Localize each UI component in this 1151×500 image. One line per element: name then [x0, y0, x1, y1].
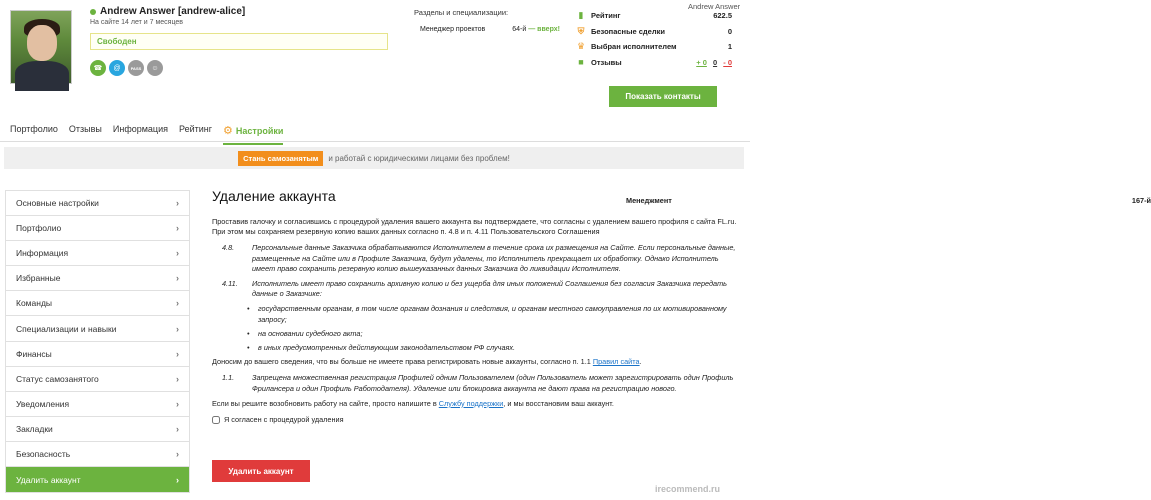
promo-text: и работай с юридическими лицами без проблем! [328, 153, 510, 163]
sidebar-item-favorites[interactable]: Избранные › [6, 266, 189, 291]
chevron-right-icon: › [176, 373, 179, 384]
email-icon[interactable]: @ [109, 60, 125, 76]
tab-rating[interactable]: Рейтинг [178, 124, 213, 134]
list-item: • государственным органам, в том числе органам дознания и следствия, и органам местного самоуправления по их мотивированному запросу; [252, 304, 737, 324]
chevron-right-icon: › [176, 298, 179, 309]
tab-info[interactable]: Информация [112, 124, 168, 134]
tab-reviews[interactable]: Отзывы [68, 124, 102, 134]
tabs-divider [0, 141, 750, 142]
chevron-right-icon: › [176, 323, 179, 334]
chevron-right-icon: › [176, 248, 179, 259]
trophy-icon: ♛ [576, 41, 586, 52]
chevron-right-icon: › [176, 423, 179, 434]
speech-bubble-icon: ■ [578, 57, 584, 68]
sidebar-item-portfolio[interactable]: Портфолио › [6, 216, 189, 241]
list-item: • на основании судебного акта; [252, 329, 737, 339]
chevron-right-icon: › [176, 448, 179, 459]
support-notice: Если вы решите возобновить работу на сайте, просто напишите в Службу поддержки, и мы восстановим ваш аккаунт. [212, 398, 614, 408]
sidebar-item-delete-account[interactable]: Удалить аккаунт › [6, 467, 189, 492]
clause-1-1: 1.1. Запрещена множественная регистрация Профилей одним Пользователем (один Пользователь может зарегистрировать один Профиль Фрилансера и один Профиль Работодателя). Удаление или блокировка аккаунта не дают права на регистрацию нового. [222, 373, 734, 393]
sidebar-item-basic[interactable]: Основные настройки › [6, 191, 189, 216]
sidebar-item-notifications[interactable]: Уведомления › [6, 392, 189, 417]
settings-sidebar [5, 190, 190, 493]
avatar [10, 10, 72, 84]
stat-chosen: ♛ Выбран исполнителем 1 [576, 41, 732, 52]
spec-name: Менеджмент [626, 196, 672, 205]
clause-4-11-list [212, 304, 737, 353]
watermark-bottom: irecommend.ru [655, 484, 721, 494]
sidebar-item-finance[interactable]: Финансы › [6, 342, 189, 367]
users-icon[interactable]: ☺ [147, 60, 163, 76]
phone-icon[interactable]: ☎ [90, 60, 106, 76]
chevron-right-icon: › [176, 348, 179, 359]
chevron-right-icon: › [176, 474, 179, 485]
gear-icon: ⚙ [223, 125, 233, 137]
pass-icon[interactable]: PASS [128, 60, 144, 76]
spec-rank: 167-й [1131, 196, 1151, 205]
user-name: Andrew Answer [andrew-alice] [100, 6, 246, 17]
sidebar-item-specializations[interactable]: Специализации и навыки › [6, 316, 189, 341]
consent-row[interactable] [212, 415, 737, 425]
reviews-neutral[interactable]: 0 [712, 57, 718, 67]
delete-account-section [212, 188, 737, 425]
status-field[interactable]: Свободен [90, 33, 388, 50]
reviews-negative[interactable]: - 0 [723, 57, 732, 67]
stat-rating: ▮ Рейтинг 622.5 [575, 8, 732, 24]
page-title: Удаление аккаунта [212, 188, 336, 204]
site-rules-link[interactable]: Правил сайта [592, 357, 640, 367]
clause-4-11: 4.11. Исполнитель имеет право сохранить архивную копию и без ущерба для иных положений Соглашения без согласия Заказчика передать данные о Заказчике: [222, 279, 728, 299]
contact-icons [90, 60, 163, 76]
clause-4-8: 4.8. Персональные данные Заказчика обрабатываются Исполнителем в течение срока их размещения на Сайте. Если персональные данные, размещенные на Сайте или в Профиле Заказчика, будут удалены, то Исполнитель прекращает их обработку. Однако Исполнитель имеет право сохранить резервную копию вышеуказанных данных Заказчика до ликвидации Исполнителя. [222, 243, 736, 273]
show-contacts-button[interactable]: Показать контакты [609, 86, 717, 107]
sidebar-item-info[interactable]: Информация › [6, 241, 189, 266]
shield-icon: ⛨ [577, 25, 585, 36]
chevron-right-icon: › [176, 198, 179, 209]
stat-safe-deals: ⛨ Безопасные сделки 0 [575, 24, 732, 40]
tab-portfolio[interactable]: Портфолио [10, 124, 58, 134]
sidebar-item-teams[interactable]: Команды › [6, 291, 189, 316]
spec-name: Менеджер проектов [420, 26, 486, 33]
chevron-right-icon: › [176, 398, 179, 409]
promo-banner [4, 147, 744, 169]
tab-settings-label: Настройки [235, 125, 284, 136]
spec-delta: вверх! [537, 26, 560, 33]
consent-label: Я согласен с процедурой удаления [224, 415, 344, 425]
consent-checkbox[interactable] [212, 416, 220, 424]
watermark-top: Andrew Answer [688, 2, 741, 11]
sidebar-item-self-employed[interactable]: Статус самозанятого › [6, 367, 189, 392]
support-link[interactable]: Службу поддержки [438, 398, 504, 408]
list-item: • в иных предусмотренных действующим законодательством РФ случаях. [252, 343, 737, 353]
spec-row: Менеджер проектов 64-й — вверх! [414, 26, 560, 33]
delete-account-button[interactable]: Удалить аккаунт [212, 460, 310, 482]
intro-text: Проставив галочку и согласившись с процедурой удаления вашего аккаунта вы подтверждаете, что согласны с удалением вашего профиля с сайта FL.ru. При этом мы сохраняем резервную копию ваших данных согласно п. 4.8 и п. 4.11 Пользовательского Соглашения [212, 217, 737, 237]
user-name-row [90, 6, 245, 17]
chevron-right-icon: › [176, 273, 179, 284]
reviews-positive[interactable]: + 0 [696, 57, 707, 67]
specializations-title: Разделы и специализации: [414, 8, 509, 17]
sidebar-item-security[interactable]: Безопасность › [6, 442, 189, 467]
sidebar-item-bookmarks[interactable]: Закладки › [6, 417, 189, 442]
self-employed-button[interactable]: Стань самозанятым [238, 151, 323, 166]
online-indicator [90, 9, 96, 15]
chevron-right-icon: › [176, 223, 179, 234]
rules-notice: Доносим до вашего сведения, что вы больше не имеете права регистрировать новые аккаунты, согласно п. 1.1 Правил сайта. [212, 357, 642, 367]
stat-reviews: ■ Отзывы + 0 0 - 0 [575, 55, 732, 71]
spec-rank: 64-й [512, 26, 527, 33]
stats-panel [575, 8, 732, 70]
rating-chart-icon: ▮ [578, 10, 584, 21]
member-since: На сайте 14 лет и 7 месяцев [90, 19, 184, 26]
